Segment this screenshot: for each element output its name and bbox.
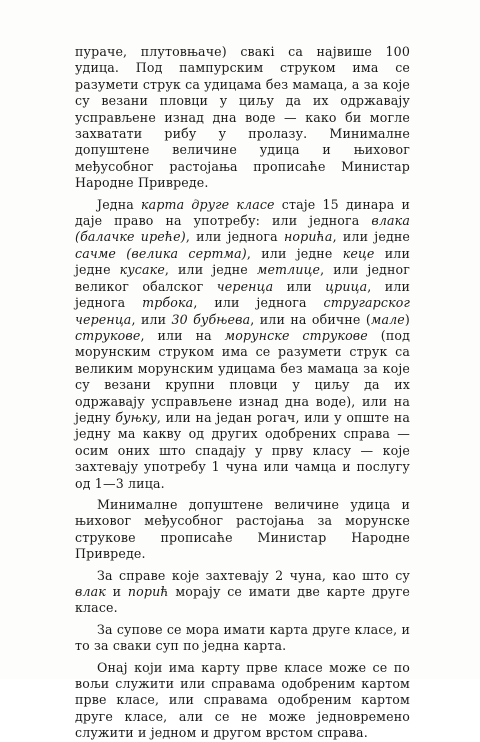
italic-term: буњку	[115, 409, 157, 425]
paragraph-1	[75, 44, 410, 192]
paragraph-2	[75, 197, 410, 492]
text-segment: и	[105, 584, 128, 599]
italic-term: норића	[283, 229, 333, 245]
italic-term: метлице	[256, 262, 321, 278]
text-segment: (под морунским струком има се разумети струк са великим морунским удицама без мамаца за које су везани крупни пловци у циљу да их одржавају усправљене изнад дна воде), или на једну	[75, 327, 410, 425]
italic-term: мале	[370, 311, 405, 327]
italic-term: црица	[325, 278, 368, 294]
text-segment: За справе које захтевају 2 чуна, као што су	[97, 567, 410, 583]
italic-term: влак	[75, 584, 106, 599]
paragraph-5	[75, 622, 410, 655]
text-segment: , или на један рогач, или у опште на једну ма какву од других одобрених справа — осим оних што спадају у прву класу — које захтевају употребу 1 чуна или чамца и послугу од 1—3 лица.	[75, 409, 410, 491]
italic-term: струкове	[75, 327, 141, 343]
text-segment: , или једнога	[185, 229, 284, 245]
italic-term: стругарског черенца	[75, 295, 410, 327]
italic-term: трбока	[142, 295, 194, 311]
text-segment: пураче, плутовњаче) свакі са највише 100 удица. Под пампурским струком има се разумети струк са удицама без мамаца, а за које су везани пловци у циљу да их одржавају усправљене изнад дна воде — како би могле захватати рибу у пролазу. Минималне допуштене величине удица и њиховог међусобног растојања прописаће Министар Народне Привреде.	[75, 44, 410, 191]
italic-term: сачме (велика сертма)	[75, 245, 247, 261]
italic-term: влака (балачке ирећe)	[75, 213, 410, 245]
text-segment: Минималне допуштене величине удица и њиховог међусобног растојања за морунске струкове прописаће Министар Народне Привреде.	[75, 496, 410, 562]
text-segment: , или једне	[246, 245, 343, 261]
text-segment: стаје 15 динара и даје право на употребу: или једнога	[75, 196, 411, 229]
page-text	[75, 44, 410, 742]
paragraph-6	[75, 660, 410, 742]
text-segment: )	[404, 311, 410, 327]
text-segment: , или једне	[332, 229, 410, 245]
text-segment: или једне	[75, 245, 410, 278]
italic-term: черенца	[216, 278, 274, 294]
italic-term: 30 бубњева	[171, 311, 251, 327]
italic-term: порић	[127, 584, 169, 599]
text-segment: , или једнога	[75, 278, 411, 311]
text-segment: морају се имати две карте друге класе.	[75, 584, 410, 616]
text-segment: , или	[131, 311, 172, 327]
text-segment: , или на обичне (	[250, 311, 371, 327]
text-segment: , или једнога	[193, 295, 324, 311]
italic-term: кеце	[342, 245, 375, 261]
text-segment: , или једне	[164, 262, 257, 278]
paragraph-4	[75, 568, 410, 617]
text-segment: Једна	[97, 196, 141, 212]
text-segment: , или једног великог обалског	[75, 262, 410, 294]
paragraph-3	[75, 497, 410, 563]
italic-term: кусаке	[119, 262, 165, 278]
text-segment: , или на	[140, 327, 225, 343]
text-segment: Онај који има карту прве класе може се по вољи служити или справама одобреним картом прве класе, или справама одобреним картом друге класе, али се не може једновремено служити и једном и другом врстом справа.	[75, 659, 410, 741]
italic-term: морунске струкове	[224, 327, 368, 343]
text-segment: или	[273, 278, 326, 294]
italic-term: карта друге класе	[141, 196, 275, 212]
text-segment: За супове се мора имати карта друге класе, и то за сваки суп по једна карта.	[75, 621, 410, 654]
